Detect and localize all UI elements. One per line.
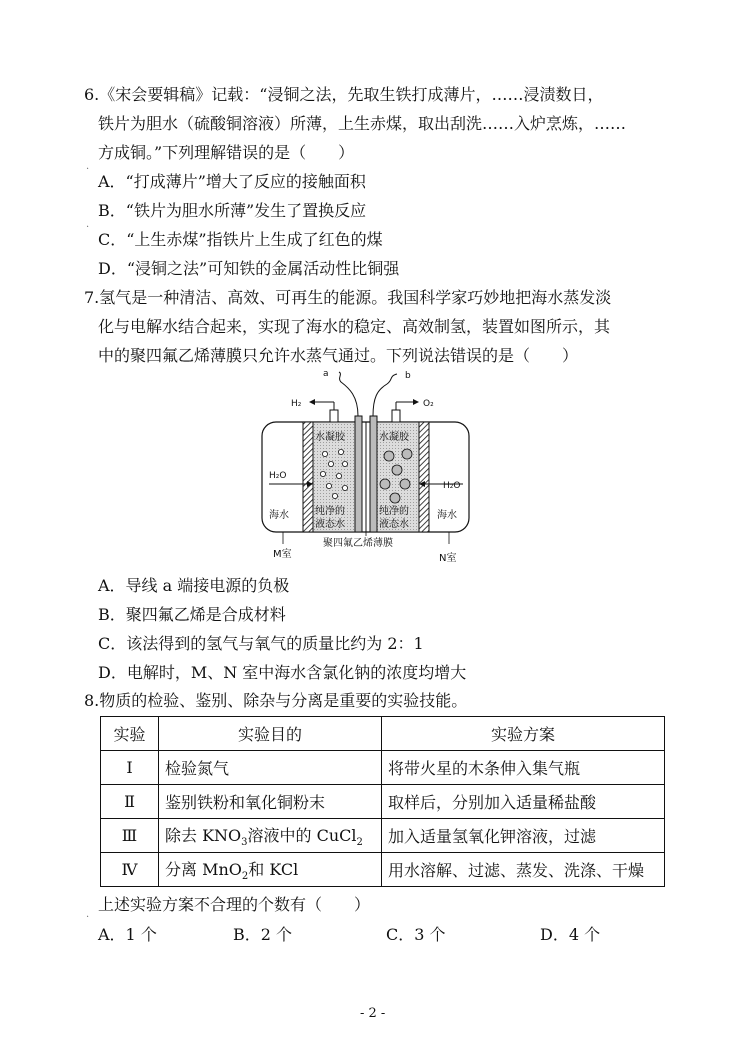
formula-text: 分离 MnO [165, 859, 242, 879]
table-header: 实验目的 [159, 717, 382, 751]
q6-option-a: A．“打成薄片”增大了反应的接触面积 [98, 172, 366, 191]
formula-text: 溶液中的 CuCl [247, 825, 357, 845]
table-row [101, 819, 665, 853]
q8-line-1: 8.物质的检验、鉴别、除杂与分离是重要的实验技能。 [84, 691, 468, 710]
table-cell: 将带火星的木条伸入集气瓶 [382, 751, 665, 785]
left-gel-label: 水凝胶 [315, 432, 345, 443]
right-seawater-label: 海水 [437, 510, 457, 521]
h2-outlet [330, 410, 338, 422]
left-pure-water-label-1: 纯净的 [315, 506, 345, 517]
wire-a [339, 372, 358, 416]
room-n-label: N室 [439, 553, 457, 564]
table-row [101, 785, 665, 819]
q7-line-3: 中的聚四氟乙烯薄膜只允许水蒸气通过。下列说法错误的是（ ） [98, 346, 579, 365]
q8-option-a: A．1 个 [98, 925, 157, 944]
right-electrode [370, 416, 377, 532]
right-hatched-wall [419, 422, 429, 532]
q7-line-2: 化与电解水结合起来，实现了海水的稳定、高效制氢，装置如图所示，其 [98, 317, 611, 336]
formula-text: 除去 KNO [165, 825, 242, 845]
h2-label: H₂ [291, 399, 302, 409]
q8-option-d: D．4 个 [540, 925, 601, 944]
table-cell: Ⅰ [101, 751, 159, 785]
table-cell: Ⅳ [101, 853, 159, 887]
formula-subscript: 2 [356, 837, 363, 849]
experiment-table [100, 716, 665, 887]
wire-b-label: b [405, 371, 411, 381]
q6-line-1: 6.《宋会要辑稿》记载：“浸铜之法，先取生铁打成薄片，……浸渍数日， [84, 85, 604, 104]
membrane-label: 聚四氟乙烯薄膜 [323, 538, 393, 549]
table-cell: 鉴别铁粉和氧化铜粉末 [159, 785, 382, 819]
table-cell: Ⅱ [101, 785, 159, 819]
right-pure-water-label-2: 液态水 [379, 519, 409, 530]
wire-a-label: a [323, 369, 329, 379]
left-electrode [355, 416, 362, 532]
q6-option-c: C．“上生赤煤”指铁片上生成了红色的煤 [98, 230, 383, 249]
margin-dot: · [86, 164, 90, 175]
q6-line-2: 铁片为胆水（硫酸铜溶液）所薄，上生赤煤，取出刮洗……入炉烹炼，…… [98, 114, 627, 133]
q6-option-d: D．“浸铜之法”可知铁的金属活动性比铜强 [98, 259, 400, 278]
o2-label: O₂ [423, 399, 434, 409]
q8-option-b: B．2 个 [233, 925, 293, 944]
formula-subscript: 2 [241, 871, 249, 883]
table-cell [159, 853, 382, 887]
q8-option-c: C．3 个 [386, 925, 446, 944]
formula-subscript: 3 [241, 837, 248, 849]
room-m-label: M室 [273, 549, 292, 560]
table-row [101, 751, 665, 785]
q7-line-1: 7.氢气是一种清洁、高效、可再生的能源。我国科学家巧妙地把海水蒸发淡 [84, 288, 612, 307]
q7-option-a: A．导线 a 端接电源的负极 [98, 576, 290, 595]
right-h2o-label: H₂O [443, 481, 461, 491]
o2-outlet [392, 410, 400, 422]
formula-text: 和 KCl [248, 859, 299, 879]
table-cell: 用水溶解、过滤、蒸发、洗涤、干燥 [382, 853, 665, 887]
table-header: 实验 [101, 717, 159, 751]
table-row [101, 853, 665, 887]
table-header-row [101, 717, 665, 751]
margin-dot: · [86, 222, 90, 233]
left-hatched-wall [303, 422, 313, 532]
table-cell: 加入适量氢氧化钾溶液，过滤 [382, 819, 665, 853]
page-number: - 2 - [360, 1006, 386, 1021]
table-header: 实验方案 [382, 717, 665, 751]
table-cell: Ⅲ [101, 819, 159, 853]
q6-line-3: 方成铜。”下列理解错误的是（ ） [98, 143, 355, 162]
q7-option-c: C．该法得到的氢气与氧气的质量比约为 2：1 [98, 634, 424, 653]
right-gel-label: 水凝胶 [379, 432, 409, 443]
q8-question: 上述实验方案不合理的个数有（ ） [98, 895, 371, 914]
electrolysis-apparatus-diagram [259, 366, 472, 566]
table-cell: 取样后，分别加入适量稀盐酸 [382, 785, 665, 819]
right-pure-water-label-1: 纯净的 [379, 506, 409, 517]
table-cell: 检验氮气 [159, 751, 382, 785]
q7-option-d: D．电解时，M、N 室中海水含氯化钠的浓度均增大 [98, 663, 467, 682]
q6-option-b: B．“铁片为胆水所薄”发生了置换反应 [98, 201, 367, 220]
left-h2o-label: H₂O [269, 471, 287, 481]
left-pure-water-label-2: 液态水 [315, 519, 345, 530]
table-cell [159, 819, 382, 853]
left-seawater-label: 海水 [269, 510, 289, 521]
q7-option-b: B．聚四氟乙烯是合成材料 [98, 605, 286, 624]
margin-dot: · [86, 912, 90, 923]
